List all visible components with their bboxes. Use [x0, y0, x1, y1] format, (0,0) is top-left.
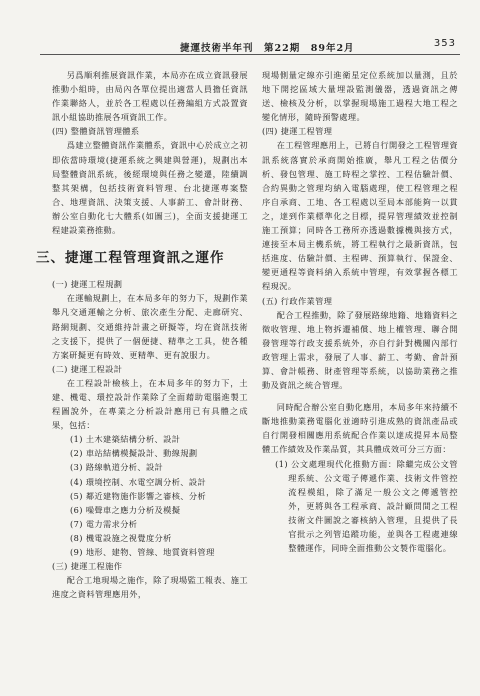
subsection-heading-design: (二) 捷運工程設計	[52, 363, 123, 374]
list-item: (1) 土木建築結構分析、設計	[70, 434, 181, 445]
section-title: 三、捷運工程管理資訊之運作	[36, 250, 225, 267]
list-item: (1) 公文處理現代化推動方面：除繼完成公文管理系統、公文電子傳遞作業、技術文件管控流程模組，除了滿足一般公文之傳遞管控外，更將與各工程承商、設計顧問間之工程技術文件圖說之審核納入管理，且提供了長官批示之列管追蹤功能，並與各工程處連線整體運作，同時全面推動公文製作電腦化。	[275, 458, 458, 554]
construction-continued-paragraph: 現場側量定線亦引進衛星定位系統加以量測，且於地下開挖區域大量埋設監測儀器，透過資訊之傳送、檢核及分析，以掌握現場施工過程大地工程之變化情形，隨時預警處理。	[262, 70, 458, 123]
subsection-heading-4: (四) 整體資訊管理體系	[52, 126, 140, 137]
page-number: 353	[433, 38, 456, 49]
system-paragraph: 爲建立整體資訊作業體系，資訊中心於成立之初即依當時環境(捷運系統之興建與營運)，規劃出本局整體資訊系統，後經環境與任務之變遷，陸續調整其架構，包括技術資料管理、台北捷運專案整合、地理資訊、決策支援、人事薪工、會計財務、辦公室自動化七大體系(如圖三)，全面支援捷運工程建設業務推動。	[52, 140, 248, 236]
office-automation-paragraph: 同時配合辦公室自動化應用，本局多年來持續不斷地推動業務電腦化並適時引進成熟的資訊產品或自行開發相關應用系統配合作業以達成提昇本局整體工作績效及作業品質，其具體成效可分三方面：	[262, 402, 458, 455]
list-item: (9) 地形、建物、管線、地質資料管理	[70, 547, 215, 557]
running-header	[40, 38, 460, 55]
list-item: (7) 電力需求分析	[70, 518, 138, 529]
subsection-heading-construction: (三) 捷運工程施作	[52, 561, 123, 572]
construction-paragraph: 配合工地現場之施作，除了現場監工報表、施工進度之資料管理應用外，	[52, 575, 248, 600]
left-column	[36, 68, 248, 601]
subsection-heading-planning: (一) 捷運工程規劃	[52, 279, 123, 290]
intro-paragraph: 另爲順利推展資訊作業，本局亦在成立資訊發展推動小組時，由局內各單位提出適當人員擔任資訊作業聯絡人，並於各工程處以任務編組方式設置資訊小組協助推展各項資訊工作。	[52, 70, 248, 123]
list-item: (4) 環境控制、水電空調分析、設計	[70, 476, 207, 487]
list-item: (5) 鄰近建物施作影響之審核、分析	[70, 490, 207, 501]
planning-paragraph: 在運輸規劃上，在本局多年的努力下，規劃作業舉凡交通運輸之分析、旅次產生分配、走廊研究、路網規劃、交通維持計畫之研擬等，均在資訊技術之支援下，提供了一個便捷、精準之工具，使各種方案研擬更有時效、更精準、更有說服力。	[52, 293, 248, 360]
subsection-heading-admin: (五) 行政作業管理	[262, 295, 333, 306]
list-item: (2) 車站結構模擬設計、動線規劃	[70, 448, 198, 459]
list-item: (3) 路線軌道分析、設計	[70, 462, 164, 473]
subsection-heading-management: (四) 捷運工程管理	[262, 126, 333, 137]
design-list	[52, 432, 248, 559]
management-paragraph: 在工程管理應用上，已將自行開發之工程管理資訊系統落實於承商開始推廣，舉凡工程之估價分析、發包管理、施工時程之掌控、工程估驗計價、合約異動之管理均納入電腦處理，使工程管理之程序自承商、工地、各工程處以至局本部能夠一以貫之，達到作業標準化之目標，提昇管理績效並控制施工預算；同時各工務所亦透過數據機與接方式，連接至本局主機系統，將工程執行之最新資訊，包括進度、估驗計價、主程碑、預算執行、保證金、變更通程等資料納入系統中管理，有效掌握各標工程現況。	[262, 140, 458, 292]
admin-paragraph: 配合工程推動，除了發展路線地籍、地籍資料之徵收管理、地上物拆遷補償、地上權管理、聯合開發管理等行政支援系統外，亦自行針對機關內部行政管理上需求，發展了人事、薪工、考勤、會計預算、會計帳務、財產管理等系統，以協助業務之推動及資訊之統合管理。	[262, 309, 458, 391]
list-item: (6) 噪聲車之應力分析及模擬	[70, 504, 181, 515]
design-paragraph: 在工程設計檢核上，在本局多年的努力下，土建、機電、環控設計作業除了全面藉助電腦進製工程圖說外，在專業之分析設計應用已有具體之成果，包括：	[52, 377, 248, 431]
list-item: (8) 機電設施之視覺度分析	[70, 532, 172, 543]
journal-title: 捷運技術半年刊 第22期 89年2月	[180, 43, 355, 54]
right-column	[262, 68, 458, 555]
